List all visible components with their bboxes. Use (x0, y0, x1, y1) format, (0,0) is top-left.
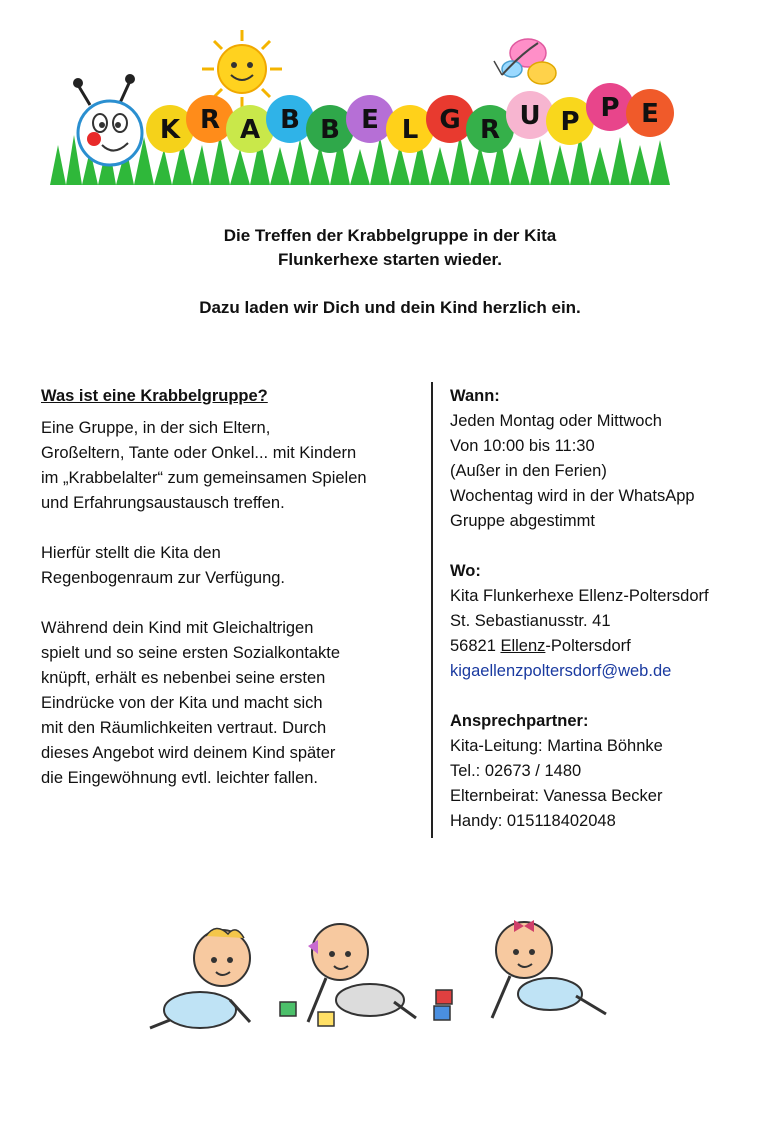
description-paragraph (41, 416, 421, 516)
benefits-paragraph (41, 616, 421, 791)
banner-letter: G (439, 105, 461, 135)
text-line: im „Krabbelalter“ zum gemeinsamen Spielen (41, 469, 367, 487)
when-section (450, 384, 770, 534)
contact-line: Kita-Leitung: Martina Böhnke (450, 737, 663, 755)
banner-letter: R (199, 105, 221, 135)
text-line: Großeltern, Tante oder Onkel... mit Kindern (41, 444, 357, 462)
text-line: mit den Räumlichkeiten vertraut. Durch (41, 719, 327, 737)
banner-letter: P (600, 93, 620, 123)
text-line: und Erfahrungsaustausch treffen. (41, 494, 285, 512)
banner-letter: E (361, 105, 379, 135)
room-paragraph (41, 541, 421, 591)
banner-letter: B (320, 115, 340, 145)
baby-icon (308, 924, 416, 1022)
butterfly-icon (494, 39, 556, 84)
when-heading: Wann: (450, 387, 500, 405)
contact-section (450, 709, 770, 834)
text-line: spielt und so seine ersten Sozialkontakte (41, 644, 341, 662)
banner-letters (146, 83, 674, 153)
address-street: St. Sebastianusstr. 41 (450, 612, 611, 630)
banner-letter: P (560, 107, 580, 137)
banner-letter: K (159, 115, 181, 145)
text-line: Während dein Kind mit Gleichaltrigen (41, 619, 314, 637)
intro-line-1: Die Treffen der Krabbelgruppe in der Kita (223, 226, 557, 245)
baby-icon (492, 920, 606, 1018)
contact-line: Tel.: 02673 / 1480 (450, 762, 582, 780)
contact-line: Handy: 015118402048 (450, 812, 616, 830)
text-line: Eindrücke von der Kita und macht sich (41, 694, 323, 712)
intro-text (0, 224, 780, 272)
text-line: Hierfür stellt die Kita den (41, 544, 221, 562)
banner-letter: A (239, 115, 261, 145)
invitation-text: Dazu laden wir Dich und dein Kind herzlich ein. (199, 298, 581, 317)
text-line: Eine Gruppe, in der sich Eltern, (41, 419, 271, 437)
address-name: Kita Flunkerhexe Ellenz-Poltersdorf (450, 587, 709, 605)
where-section (450, 559, 770, 684)
where-heading: Wo: (450, 562, 481, 580)
when-line: Von 10:00 bis 11:30 (450, 437, 595, 455)
baby-icon (150, 928, 250, 1028)
intro-line-2: Flunkerhexe starten wieder. (278, 250, 502, 269)
left-column (41, 384, 421, 816)
banner-letter: U (519, 101, 541, 131)
crawling-babies-illustration (140, 910, 640, 1040)
address-zip: 56821 (450, 637, 501, 655)
text-line: die Eingewöhnung evtl. leichter fallen. (41, 769, 319, 787)
address-town-rest: -Poltersdorf (545, 637, 631, 655)
right-column (450, 384, 770, 859)
email-link[interactable]: kigaellenzpoltersdorf@web.de (450, 662, 672, 680)
banner-letter: L (401, 115, 419, 145)
when-line: Wochentag wird in der WhatsApp (450, 487, 695, 505)
address-town-link[interactable]: Ellenz (500, 637, 546, 655)
when-line: Gruppe abgestimmt (450, 512, 595, 530)
address-town (450, 634, 770, 659)
banner-letter: E (641, 99, 659, 129)
when-line: Jeden Montag oder Mittwoch (450, 412, 662, 430)
contact-line: Elternbeirat: Vanessa Becker (450, 787, 663, 805)
caterpillar-face (73, 74, 142, 165)
krabbelgruppe-banner (50, 25, 690, 195)
text-line: dieses Angebot wird deinem Kind später (41, 744, 336, 762)
text-line: knüpft, erhält es nebenbei seine ersten (41, 669, 326, 687)
banner-letter: B (280, 105, 300, 135)
banner-letter: R (479, 115, 501, 145)
when-line: (Außer in den Ferien) (450, 462, 607, 480)
contact-heading: Ansprechpartner: (450, 712, 589, 730)
column-divider (431, 382, 433, 838)
what-is-heading: Was ist eine Krabbelgruppe? (41, 387, 268, 405)
text-line: Regenbogenraum zur Verfügung. (41, 569, 286, 587)
